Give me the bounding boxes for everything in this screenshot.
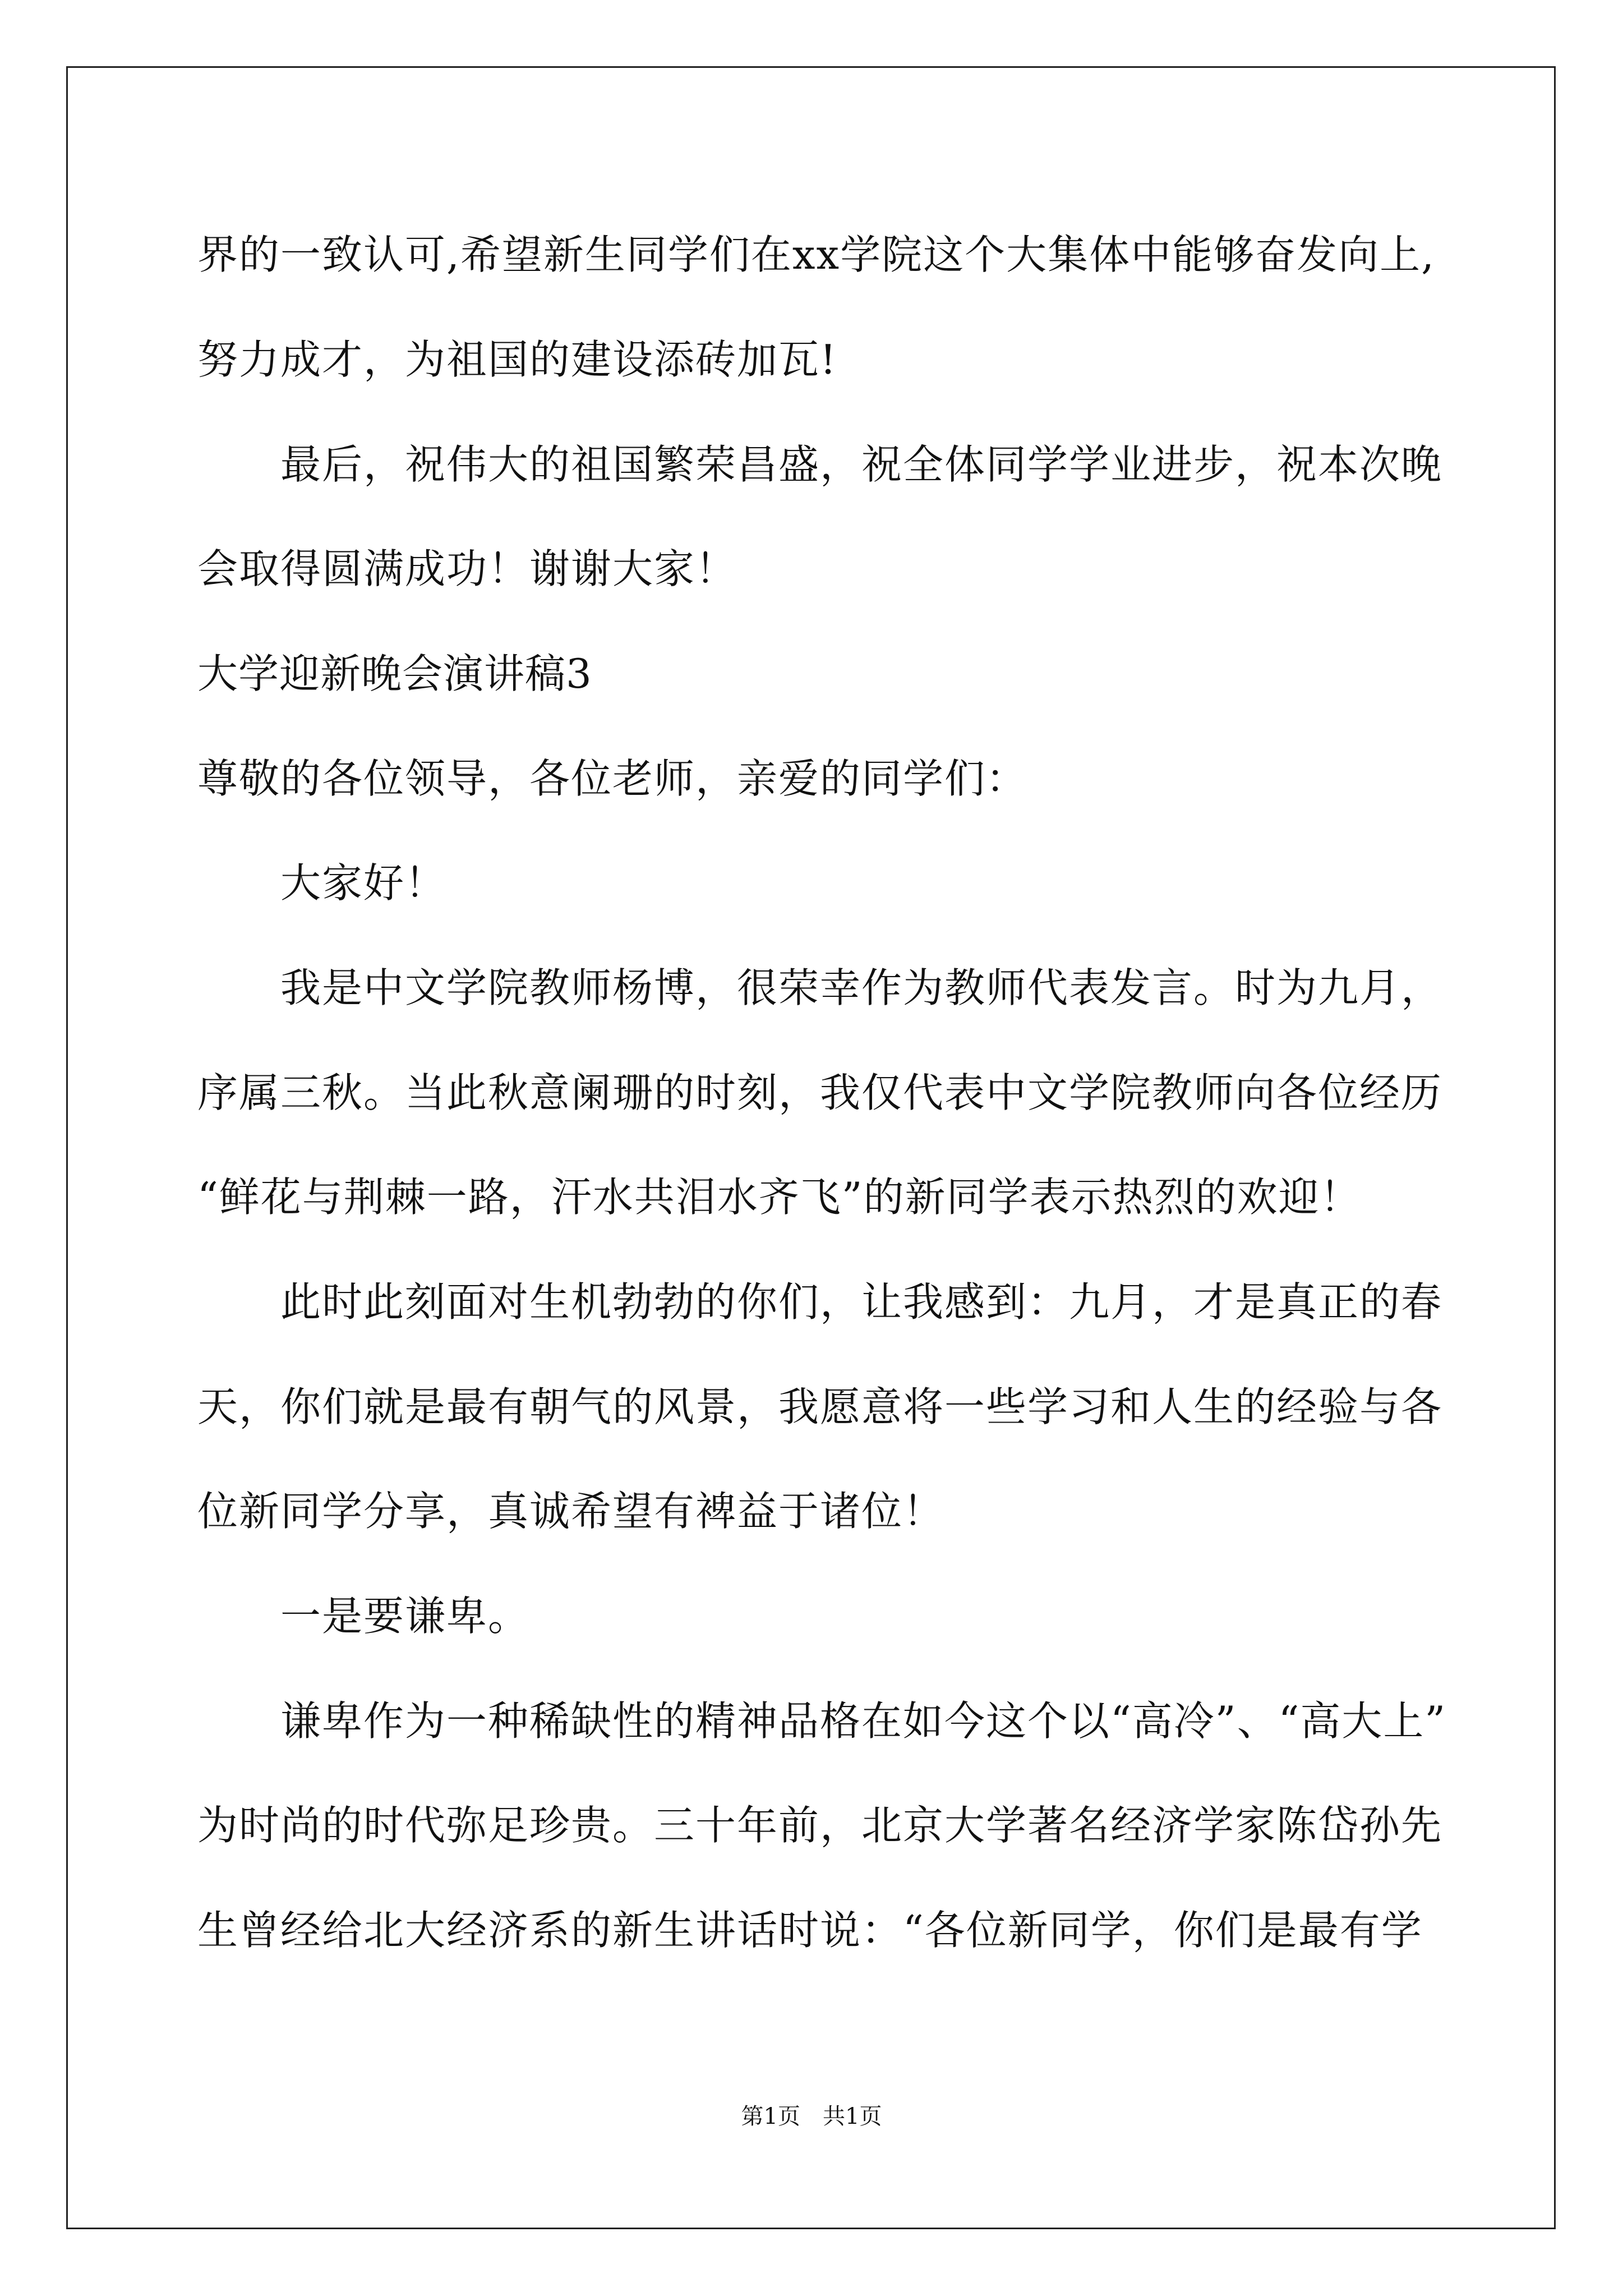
- section-heading: 大学迎新晚会演讲稿3: [197, 650, 592, 697]
- paragraph-line: 我是中文学院教师杨博，很荣幸作为教师代表发言。时为九月，: [280, 964, 1443, 1011]
- paragraph-line: 谦卑作为一种稀缺性的精神品格在如今这个以“高冷”、“高大上”: [280, 1697, 1447, 1745]
- greeting-line: 尊敬的各位领导，各位老师，亲爱的同学们：: [197, 755, 1028, 802]
- paragraph-line: 界的一致认可,希望新生同学们在xx学院这个大集体中能够奋发向上,: [197, 231, 1435, 278]
- paragraph-line: 最后，祝伟大的祖国繁荣昌盛，祝全体同学学业进步，祝本次晚: [280, 441, 1443, 488]
- paragraph-line: 序属三秋。当此秋意阑珊的时刻，我仅代表中文学院教师向各位经历: [197, 1069, 1443, 1116]
- paragraph-line: “鲜花与荆棘一路，汗水共泪水齐飞”的新同学表示热烈的欢迎！: [197, 1174, 1362, 1221]
- page-number-footer: 第1页 共1页: [741, 2104, 882, 2129]
- paragraph-line: 位新同学分享，真诚希望有裨益于诸位！: [197, 1488, 945, 1535]
- paragraph-line: 努力成才，为祖国的建设添砖加瓦!: [197, 336, 837, 383]
- paragraph-line: 会取得圆满成功！谢谢大家！: [197, 545, 737, 592]
- paragraph-line: 大家好！: [280, 859, 447, 907]
- paragraph-line: 生曾经给北大经济系的新生讲话时说：“各位新同学，你们是最有学: [197, 1907, 1423, 1954]
- page-border: [66, 66, 1556, 2229]
- paragraph-line: 为时尚的时代弥足珍贵。三十年前，北京大学著名经济学家陈岱孙先: [197, 1802, 1443, 1849]
- paragraph-line: 此时此刻面对生机勃勃的你们，让我感到：九月，才是真正的春: [280, 1278, 1443, 1326]
- paragraph-line: 天，你们就是最有朝气的风景，我愿意将一些学习和人生的经验与各: [197, 1383, 1443, 1430]
- paragraph-line: 一是要谦卑。: [280, 1593, 530, 1640]
